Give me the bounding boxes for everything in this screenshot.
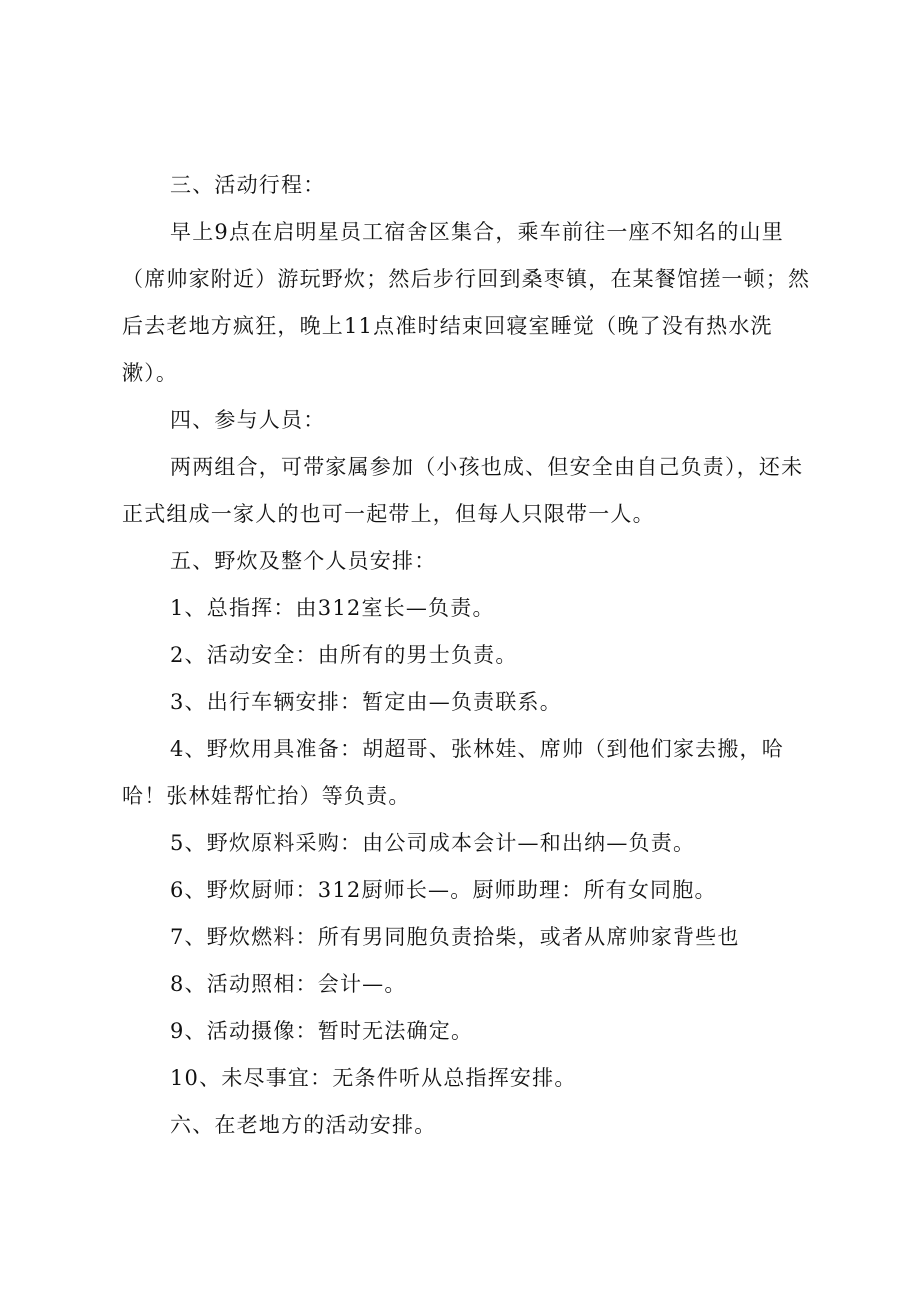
arrangement-item: 8、活动照相：会计—。 [170, 972, 407, 996]
arrangement-item: 1、总指挥：由312室长—负责。 [170, 596, 495, 620]
arrangement-item: 4、野炊用具准备：胡超哥、张林娃、席帅（到他们家去搬，哈哈！张林娃帮忙抬）等负责。 [122, 737, 784, 808]
arrangement-item: 7、野炊燃料：所有男同胞负责拾柴，或者从席帅家背些也 [170, 925, 740, 949]
section-heading-arrangements: 五、野炊及整个人员安排： [170, 549, 437, 573]
section-heading-itinerary: 三、活动行程： [170, 173, 326, 197]
participants-paragraph: 两两组合，可带家属参加（小孩也成、但安全由自己负责），还未正式组成一家人的也可一起带上，但每人只限带一人。 [122, 455, 804, 526]
arrangement-item: 9、活动摄像：暂时无法确定。 [170, 1019, 474, 1043]
section-heading-old-place: 六、在老地方的活动安排。 [170, 1113, 437, 1137]
arrangement-item: 3、出行车辆安排：暂定由—负责联系。 [170, 690, 562, 714]
document-body [122, 162, 812, 1149]
arrangement-item: 10、未尽事宜：无条件听从总指挥安排。 [170, 1066, 577, 1090]
section-heading-participants: 四、参与人员： [170, 408, 326, 432]
arrangement-item: 5、野炊原料采购：由公司成本会计—和出纳—负责。 [170, 831, 696, 855]
arrangement-item: 6、野炊厨师：312厨师长—。厨师助理：所有女同胞。 [170, 878, 717, 902]
itinerary-paragraph: 早上9点在启明星员工宿舍区集合，乘车前往一座不知名的山里（席帅家附近）游玩野炊；然后步行回到桑枣镇，在某餐馆搓一顿；然后去老地方疯狂，晚上11点准时结束回寝室睡觉（晚了没有热水洗漱）。 [122, 220, 811, 385]
arrangement-item: 2、活动安全：由所有的男士负责。 [170, 643, 518, 667]
